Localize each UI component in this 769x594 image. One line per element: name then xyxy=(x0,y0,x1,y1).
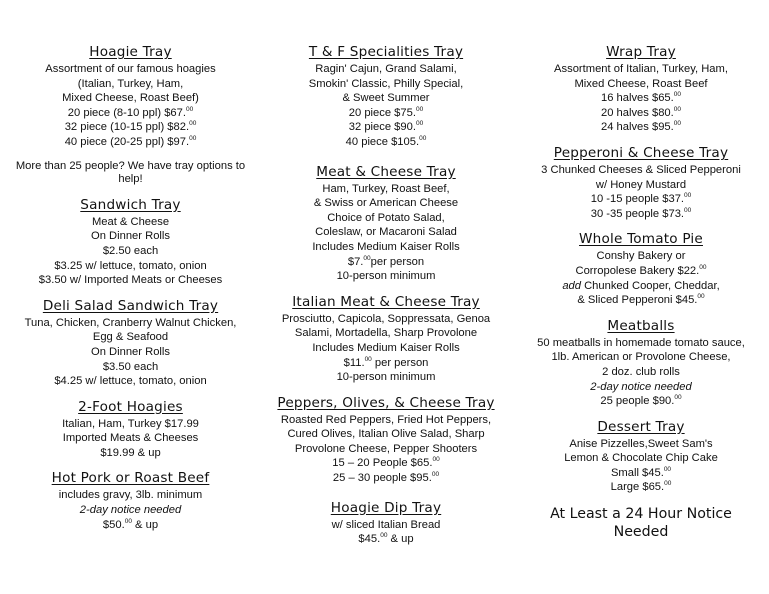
notice-line: 2-day notice needed xyxy=(590,380,692,393)
price-line: 20 piece $75.00 xyxy=(348,105,424,119)
price-line: 15 – 20 People $65.00 xyxy=(332,456,440,470)
price-line: $45.00 & up xyxy=(358,532,414,546)
item-line: Roasted Red Peppers, Fried Hot Peppers, xyxy=(280,413,492,426)
item-line: 2 doz. club rolls xyxy=(602,365,680,378)
price-line: 24 halves $95.00 xyxy=(600,120,681,134)
price-line: $11.00 per person xyxy=(343,355,429,369)
peppers-title: Peppers, Olives, & Cheese Tray xyxy=(277,394,495,411)
wrap-tray-section xyxy=(521,44,761,135)
hot-pork-title: Hot Pork or Roast Beef xyxy=(51,470,210,487)
item-line: w/ Honey Mustard xyxy=(595,178,687,191)
sandwich-tray-section xyxy=(8,197,253,288)
dessert-title: Dessert Tray xyxy=(597,418,685,435)
item-line: Ham, Turkey, Roast Beef, xyxy=(322,182,450,195)
price-line: Italian, Ham, Turkey $17.99 xyxy=(62,417,199,430)
hot-pork-section xyxy=(8,470,253,532)
price-line: 20 halves $80.00 xyxy=(600,105,681,119)
item-line: w/ sliced Italian Bread xyxy=(331,518,441,531)
price-line: Large $65.00 xyxy=(610,480,672,494)
item-line: Provolone Cheese, Pepper Shooters xyxy=(294,442,478,455)
item-line: Egg & Seafood xyxy=(92,331,169,344)
item-line: Assortment of Italian, Turkey, Ham, xyxy=(554,63,728,75)
price-line: $3.25 w/ lettuce, tomato, onion xyxy=(54,259,207,272)
meatballs-section xyxy=(521,318,761,409)
meat-cheese-section xyxy=(268,164,504,284)
sandwich-tray-title: Sandwich Tray xyxy=(80,196,181,213)
item-line: 3 Chunked Cheeses & Sliced Pepperoni xyxy=(541,163,741,176)
notice-line: 2-day notice needed xyxy=(79,504,182,517)
price-line: $2.50 each xyxy=(102,244,159,257)
hoagie-dip-title: Hoagie Dip Tray xyxy=(330,499,442,516)
item-line: & Swiss or American Cheese xyxy=(313,197,459,210)
tomato-pie-section xyxy=(521,231,761,307)
item-line: 1lb. American or Provolone Cheese, xyxy=(551,351,731,364)
hoagie-dip-section xyxy=(268,500,504,547)
italian-meat-title: Italian Meat & Cheese Tray xyxy=(292,293,480,310)
price-line: 20 piece (8-10 ppl) $67.00 xyxy=(67,105,194,119)
meatballs-title: Meatballs xyxy=(607,317,675,334)
pepperoni-title: Pepperoni & Cheese Tray xyxy=(553,144,729,161)
item-line: Tuna, Chicken, Cranberry Walnut Chicken, xyxy=(24,316,237,329)
minimum-line: 10-person minimum xyxy=(336,371,436,384)
item-line: Imported Meats & Cheeses xyxy=(62,432,199,445)
item-line: Cured Olives, Italian Olive Salad, Sharp xyxy=(287,428,485,441)
wrap-tray-title: Wrap Tray xyxy=(606,44,676,60)
price-line: $50.00 & up xyxy=(102,517,159,531)
minimum-line: 10-person minimum xyxy=(336,270,436,283)
item-line: Meat & Cheese xyxy=(91,215,170,228)
large-group-note: More than 25 people? We have tray options to help! xyxy=(15,159,246,186)
menu-column-1 xyxy=(8,44,253,542)
item-line: Includes Medium Kaiser Rolls xyxy=(312,240,460,253)
peppers-section xyxy=(268,395,504,486)
deli-salad-title: Deli Salad Sandwich Tray xyxy=(42,297,219,314)
dessert-section xyxy=(521,419,761,495)
price-line: 40 piece (20-25 ppl) $97.00 xyxy=(64,134,197,148)
price-line: $3.50 w/ Imported Meats or Cheeses xyxy=(38,274,223,287)
item-line: Coleslaw, or Macaroni Salad xyxy=(315,226,457,239)
item-line: Includes Medium Kaiser Rolls xyxy=(312,341,460,354)
order-notice: At Least a 24 Hour Notice Needed xyxy=(550,506,732,541)
italian-meat-section xyxy=(268,294,504,385)
item-line: Prosciutto, Capicola, Soppressata, Genoa xyxy=(281,312,491,325)
item-line: Lemon & Chocolate Chip Cake xyxy=(564,452,718,465)
hoagie-tray-title: Hoagie Tray xyxy=(89,44,172,60)
item-line: add Chunked Cooper, Cheddar, xyxy=(562,279,720,292)
price-line: 25 – 30 people $95.00 xyxy=(332,471,440,485)
price-line: $3.50 each xyxy=(102,360,159,373)
item-line: Mixed Cheese, Roast Beef) xyxy=(62,92,199,105)
tf-specialties-section xyxy=(268,44,504,150)
price-line: & Sliced Pepperoni $45.00 xyxy=(577,293,705,307)
item-line: & Sweet Summer xyxy=(342,92,430,105)
price-line: 25 people $90.00 xyxy=(600,394,682,408)
deli-salad-section xyxy=(8,298,253,389)
tomato-pie-title: Whole Tomato Pie xyxy=(579,231,703,248)
menu-column-3 xyxy=(521,44,761,541)
item-line: 50 meatballs in homemade tomato sauce, xyxy=(537,336,745,349)
item-line: On Dinner Rolls xyxy=(91,230,170,243)
two-foot-hoagies-title: 2-Foot Hoagies xyxy=(78,398,183,415)
price-line: 16 halves $65.00 xyxy=(600,91,681,105)
item-line: Mixed Cheese, Roast Beef xyxy=(574,77,708,90)
item-line: Choice of Potato Salad, xyxy=(327,211,445,224)
price-line: 30 -35 people $73.00 xyxy=(590,206,692,220)
item-line: Salami, Mortadella, Sharp Provolone xyxy=(294,327,478,340)
price-line: 10 -15 people $37.00 xyxy=(590,192,692,206)
price-line: $19.99 & up xyxy=(100,446,161,459)
item-line: Anise Pizzelles,Sweet Sam's xyxy=(569,437,713,450)
price-line: 32 piece (10-15 ppl) $82.00 xyxy=(64,120,197,134)
price-line: Corropolese Bakery $22.00 xyxy=(575,263,707,277)
item-line: On Dinner Rolls xyxy=(91,345,170,358)
item-line: (Italian, Turkey, Ham, xyxy=(77,77,184,90)
item-line: Conshy Bakery or xyxy=(596,250,686,263)
pepperoni-section xyxy=(521,145,761,221)
item-line: Ragin' Cajun, Grand Salami, xyxy=(315,63,457,75)
price-line: 40 piece $105.00 xyxy=(345,134,427,148)
menu-column-2 xyxy=(268,44,504,557)
price-line: 32 piece $90.00 xyxy=(348,120,424,134)
item-line: Smokin' Classic, Philly Special, xyxy=(308,77,464,90)
item-line: includes gravy, 3lb. minimum xyxy=(58,489,203,502)
two-foot-hoagies-section xyxy=(8,399,253,461)
price-line: Small $45.00 xyxy=(610,465,672,479)
meat-cheese-title: Meat & Cheese Tray xyxy=(316,163,456,180)
price-line: $4.25 w/ lettuce, tomato, onion xyxy=(54,375,207,388)
tf-specialties-title: T & F Specialities Tray xyxy=(308,44,464,60)
price-line: $7.00per person xyxy=(347,254,425,268)
hoagie-tray-section xyxy=(8,44,253,150)
item-line: Assortment of our famous hoagies xyxy=(45,63,216,75)
